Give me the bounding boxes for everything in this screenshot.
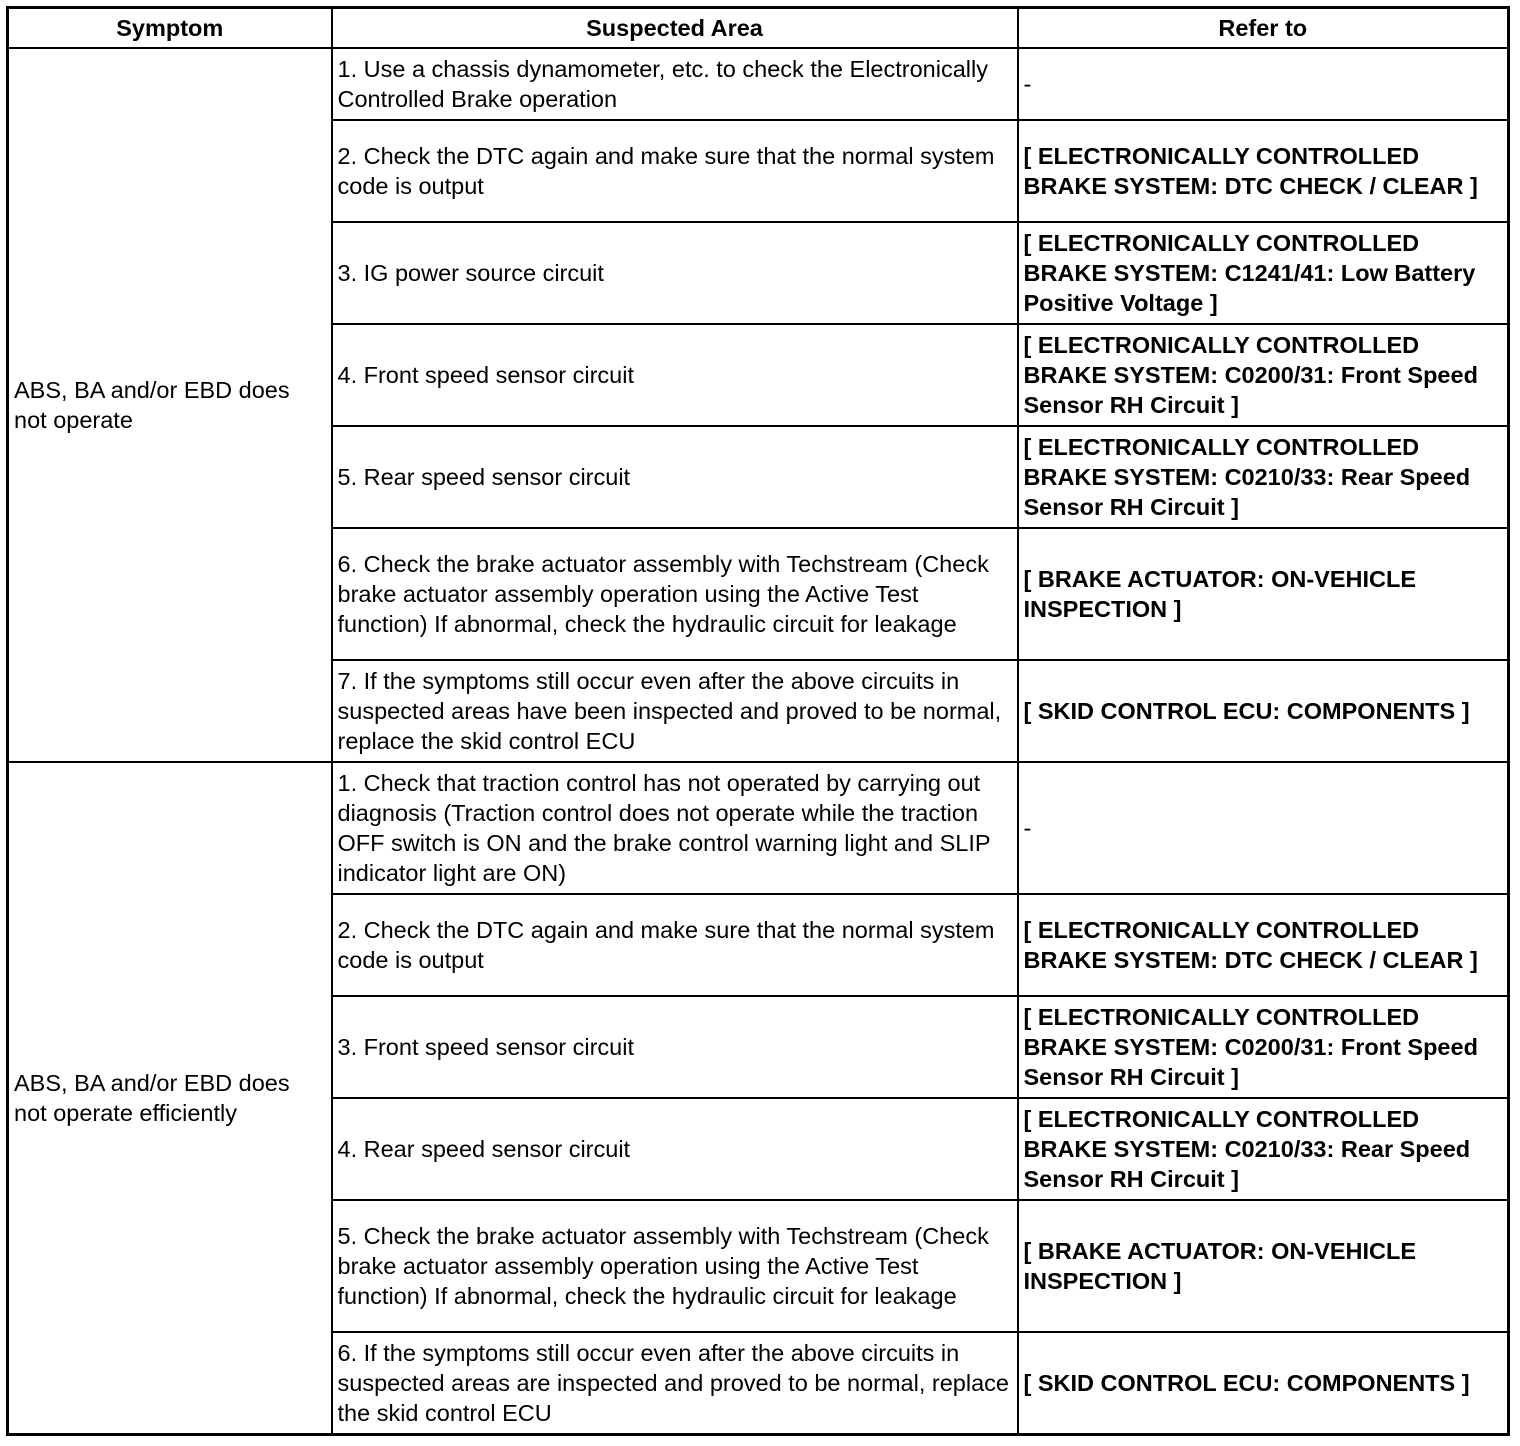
header-refer-to: Refer to (1018, 8, 1509, 49)
symptom-cell: ABS, BA and/or EBD does not operate (8, 48, 332, 762)
suspected-area-cell: 2. Check the DTC again and make sure that the normal system code is output (332, 120, 1018, 222)
refer-to-link[interactable]: [ ELECTRONICALLY CONTROLLED BRAKE SYSTEM: DTC CHECK / CLEAR ] (1018, 120, 1509, 222)
suspected-area-cell: 1. Use a chassis dynamometer, etc. to check the Electronically Controlled Brake operation (332, 48, 1018, 120)
refer-to-cell: - (1018, 762, 1509, 894)
header-suspected-area: Suspected Area (332, 8, 1018, 49)
refer-to-link[interactable]: [ SKID CONTROL ECU: COMPONENTS ] (1018, 1332, 1509, 1434)
refer-to-link[interactable]: [ BRAKE ACTUATOR: ON-VEHICLE INSPECTION ] (1018, 528, 1509, 660)
suspected-area-cell: 4. Rear speed sensor circuit (332, 1098, 1018, 1200)
suspected-area-cell: 5. Check the brake actuator assembly with Techstream (Check brake actuator assembly operation using the Active Test function) If abnormal, check the hydraulic circuit for leakage (332, 1200, 1018, 1332)
table-row (8, 48, 1509, 120)
suspected-area-cell: 4. Front speed sensor circuit (332, 324, 1018, 426)
suspected-area-cell: 1. Check that traction control has not operated by carrying out diagnosis (Traction control does not operate while the traction OFF switch is ON and the brake control warning light and SLIP indicator light are ON) (332, 762, 1018, 894)
suspected-area-cell: 5. Rear speed sensor circuit (332, 426, 1018, 528)
suspected-area-cell: 3. IG power source circuit (332, 222, 1018, 324)
suspected-area-cell: 3. Front speed sensor circuit (332, 996, 1018, 1098)
problem-symptoms-table (6, 6, 1510, 1436)
refer-to-link[interactable]: [ ELECTRONICALLY CONTROLLED BRAKE SYSTEM: C0200/31: Front Speed Sensor RH Circuit ] (1018, 996, 1509, 1098)
refer-to-link[interactable]: [ ELECTRONICALLY CONTROLLED BRAKE SYSTEM: C0210/33: Rear Speed Sensor RH Circuit ] (1018, 426, 1509, 528)
refer-to-link[interactable]: [ ELECTRONICALLY CONTROLLED BRAKE SYSTEM: C0210/33: Rear Speed Sensor RH Circuit ] (1018, 1098, 1509, 1200)
refer-to-link[interactable]: [ BRAKE ACTUATOR: ON-VEHICLE INSPECTION ] (1018, 1200, 1509, 1332)
refer-to-link[interactable]: [ ELECTRONICALLY CONTROLLED BRAKE SYSTEM: C1241/41: Low Battery Positive Voltage ] (1018, 222, 1509, 324)
suspected-area-cell: 7. If the symptoms still occur even after the above circuits in suspected areas have been inspected and proved to be normal, replace the skid control ECU (332, 660, 1018, 762)
suspected-area-cell: 6. Check the brake actuator assembly with Techstream (Check brake actuator assembly operation using the Active Test function) If abnormal, check the hydraulic circuit for leakage (332, 528, 1018, 660)
suspected-area-cell: 6. If the symptoms still occur even after the above circuits in suspected areas are inspected and proved to be normal, replace the skid control ECU (332, 1332, 1018, 1434)
refer-to-link[interactable]: [ ELECTRONICALLY CONTROLLED BRAKE SYSTEM: DTC CHECK / CLEAR ] (1018, 894, 1509, 996)
refer-to-link[interactable]: [ SKID CONTROL ECU: COMPONENTS ] (1018, 660, 1509, 762)
symptom-cell: ABS, BA and/or EBD does not operate efficiently (8, 762, 332, 1434)
refer-to-link[interactable]: [ ELECTRONICALLY CONTROLLED BRAKE SYSTEM: C0200/31: Front Speed Sensor RH Circuit ] (1018, 324, 1509, 426)
table-row (8, 762, 1509, 894)
header-row (8, 8, 1509, 49)
refer-to-cell: - (1018, 48, 1509, 120)
suspected-area-cell: 2. Check the DTC again and make sure that the normal system code is output (332, 894, 1018, 996)
header-symptom: Symptom (8, 8, 332, 49)
